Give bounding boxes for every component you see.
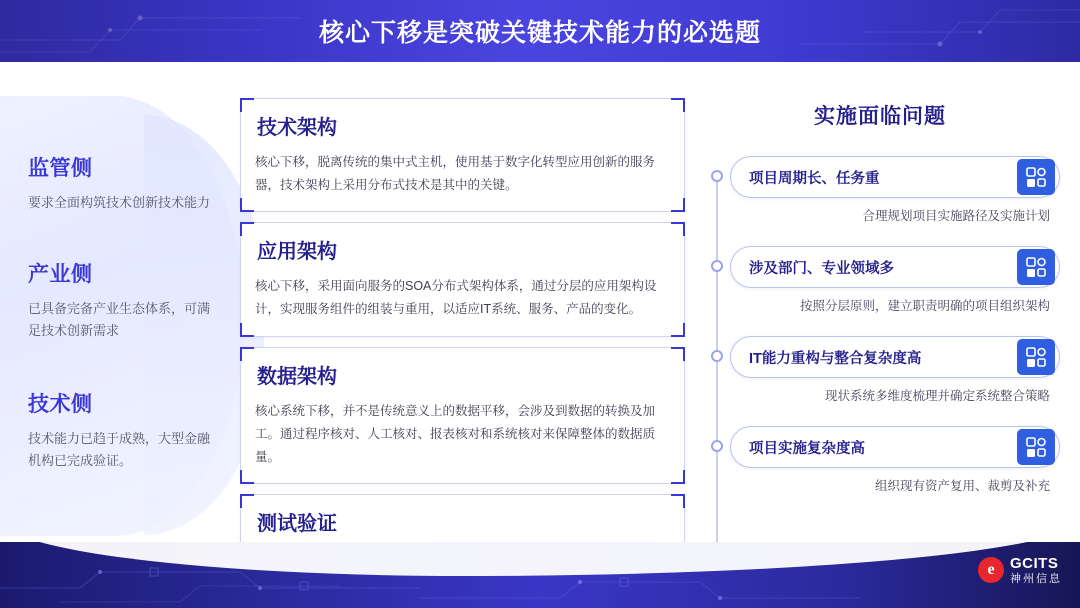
slide-header [0, 0, 1080, 62]
slide-footer [0, 542, 1080, 608]
corner-bracket-icon [671, 98, 685, 112]
logo-text-cn: 神州信息 [1010, 572, 1062, 585]
corner-bracket-icon [240, 323, 254, 337]
aspect-item-regulatory [24, 152, 234, 214]
corner-bracket-icon [671, 470, 685, 484]
aspect-description: 技术能力已趋于成熟，大型金融机构已完成验证。 [28, 431, 211, 469]
aspect-label: 技术侧 [28, 393, 93, 417]
logo-mark-icon: e [978, 557, 1004, 583]
corner-bracket-icon [240, 98, 254, 112]
corner-bracket-icon [671, 198, 685, 212]
company-logo [978, 556, 1062, 585]
corner-bracket-icon [240, 470, 254, 484]
aspect-description: 已具备完备产业生态体系，可满足技术创新需求 [28, 301, 211, 339]
corner-bracket-icon [671, 323, 685, 337]
aspect-label: 监管侧 [28, 157, 93, 180]
card-title: 测试验证 [255, 507, 343, 538]
issue-step-4 [700, 426, 1060, 494]
issue-note: 按照分层原则，建立职责明确的项目组织架构 [799, 299, 1050, 313]
left-aspects-column [24, 110, 234, 540]
corner-bracket-icon [671, 347, 685, 361]
issue-note: 组织现有资产复用、裁剪及补充 [874, 479, 1050, 493]
right-section-title: 实施面临问题 [814, 105, 946, 128]
implementation-issues-column [700, 100, 1060, 516]
aspect-label: 产业侧 [28, 263, 93, 287]
issue-step-3 [700, 336, 1060, 404]
issue-label: 项目周期长、任务重 [749, 170, 880, 187]
architecture-cards-column [240, 98, 685, 608]
corner-bracket-icon [671, 222, 685, 236]
aspect-item-technology [24, 388, 234, 472]
issue-pill[interactable] [730, 156, 1060, 198]
card-technical-architecture [240, 98, 685, 212]
issue-note: 合理规划项目实施路径及实施计划 [862, 209, 1050, 223]
aspect-item-industry [24, 258, 234, 342]
card-body: 核心系统下移，并不是传统意义上的数据平移，会涉及到数据的转换及加工。通过程序核对、人工核对、报表核对和系统核对来保障整体的数据质量。 [255, 403, 656, 464]
issue-label: IT能力重构与整合复杂度高 [749, 350, 922, 367]
issue-label: 项目实施复杂度高 [749, 440, 865, 457]
corner-bracket-icon [671, 494, 685, 508]
logo-text-en: GCITS [1010, 555, 1059, 572]
footer-circuit-decoration [0, 542, 1080, 608]
corner-bracket-icon [240, 222, 254, 236]
issue-pill[interactable] [730, 246, 1060, 288]
timeline-dot-icon [711, 260, 723, 272]
card-title: 技术架构 [255, 111, 343, 142]
logo-text [1010, 556, 1062, 585]
page-title: 核心下移是突破关键技术能力的必选题 [318, 19, 761, 47]
timeline-dot-icon [711, 440, 723, 452]
issue-pill[interactable] [730, 336, 1060, 378]
issue-label: 涉及部门、专业领域多 [749, 260, 894, 277]
card-data-architecture [240, 347, 685, 484]
corner-bracket-icon [240, 198, 254, 212]
grid-squares-icon [1017, 249, 1055, 285]
timeline-dot-icon [711, 350, 723, 362]
issue-step-2 [700, 246, 1060, 314]
card-title: 数据架构 [255, 360, 343, 391]
card-body: 核心下移，采用面向服务的SOA分布式架构体系，通过分层的应用架构设计，实现服务组件的组装与重用，以适应IT系统、服务、产品的变化。 [255, 279, 657, 317]
issue-step-1 [700, 156, 1060, 224]
corner-bracket-icon [240, 347, 254, 361]
card-title: 应用架构 [255, 235, 343, 266]
card-body: 核心下移，脱离传统的集中式主机，使用基于数字化转型应用创新的服务器，技术架构上采用分布式技术是其中的关键。 [255, 155, 656, 193]
issue-note: 现状系统多维度梳理并确定系统整合策略 [824, 389, 1050, 403]
corner-bracket-icon [240, 494, 254, 508]
card-application-architecture [240, 222, 685, 336]
aspect-description: 要求全面构筑技术创新技术能力 [28, 195, 211, 210]
grid-squares-icon [1017, 159, 1055, 195]
issue-pill[interactable] [730, 426, 1060, 468]
grid-squares-icon [1017, 339, 1055, 375]
timeline-dot-icon [711, 170, 723, 182]
grid-squares-icon [1017, 429, 1055, 465]
